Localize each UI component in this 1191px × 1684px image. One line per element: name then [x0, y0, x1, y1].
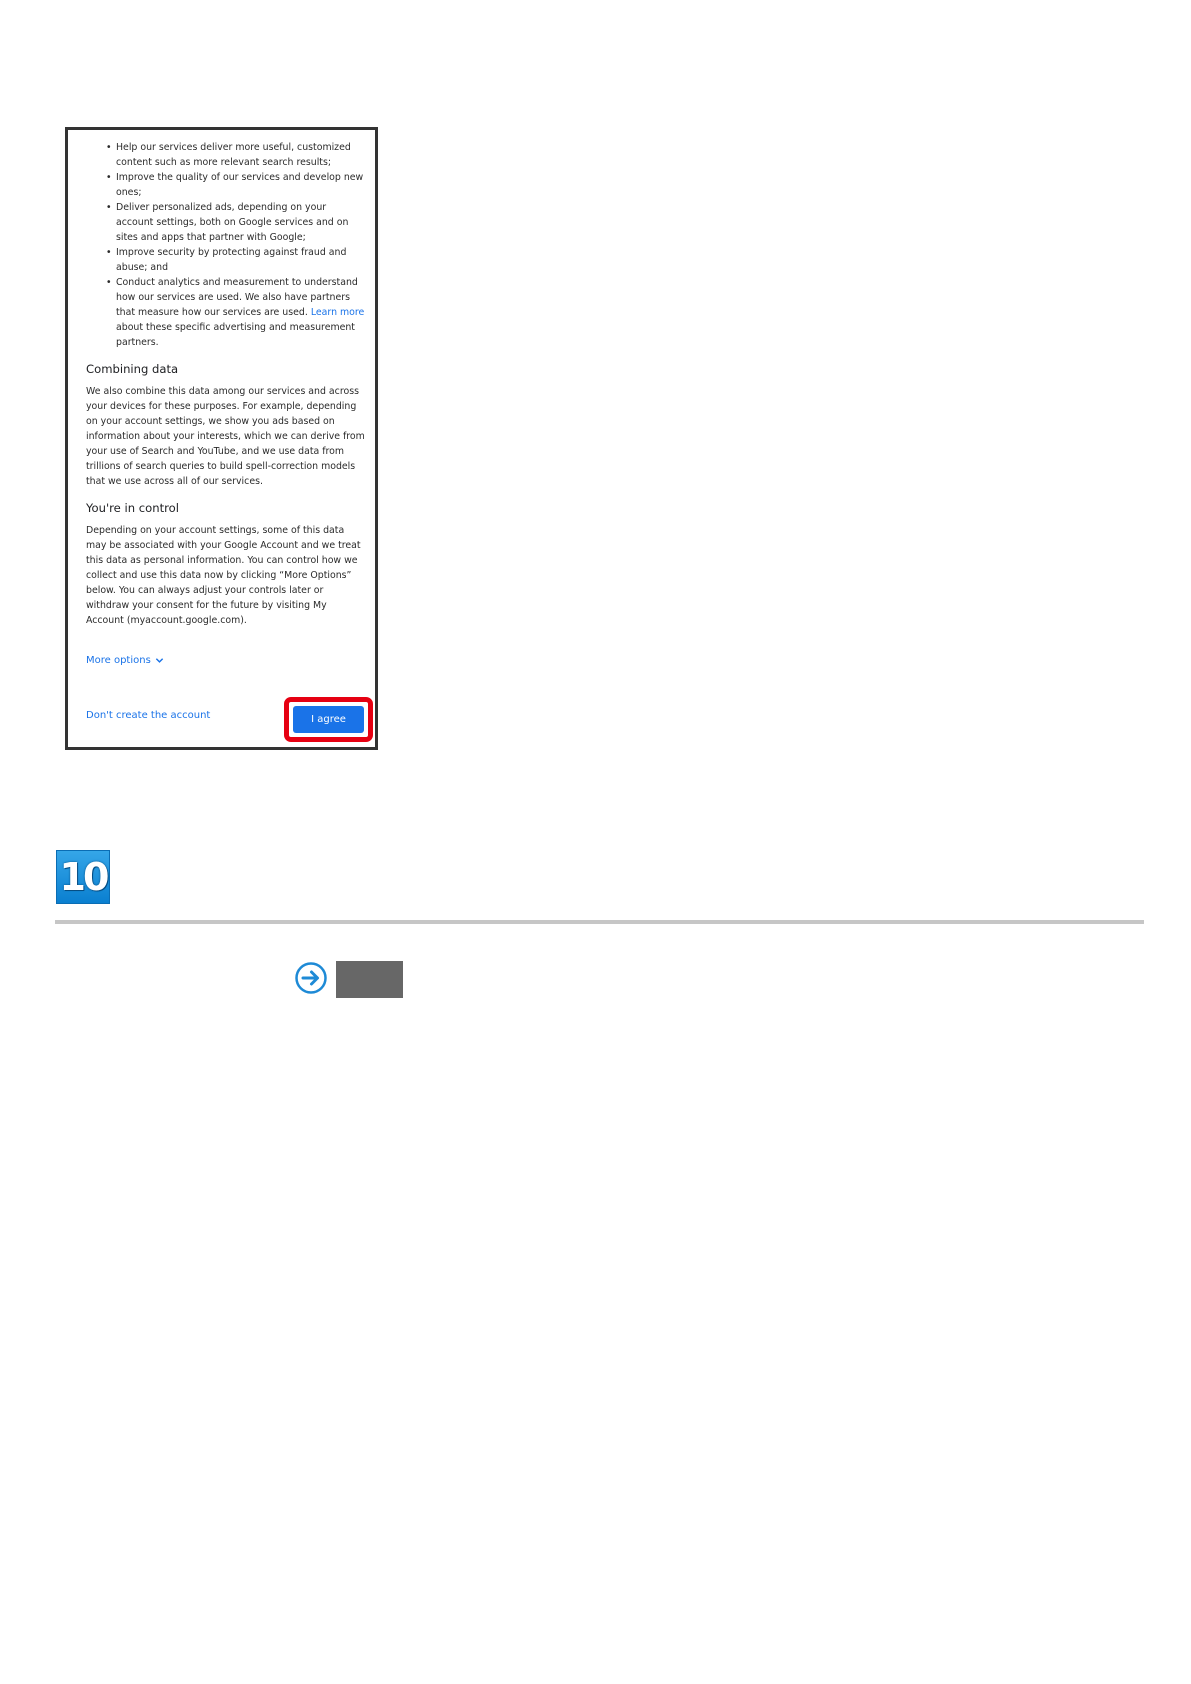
dont-create-account-link[interactable]: Don't create the account	[86, 710, 211, 721]
more-options-link[interactable]	[86, 655, 164, 666]
agree-highlight-frame	[284, 697, 373, 742]
analytics-text: Conduct analytics and measurement to understand how our services are used. We also have partners that measure how our services are used.	[116, 277, 358, 318]
list-item: • Improve security by protecting against fraud and abuse; and	[116, 245, 366, 275]
step-number-badge: 10	[56, 850, 110, 904]
agree-button[interactable]	[293, 706, 364, 733]
agree-label: I agree	[311, 714, 346, 725]
list-item: • Deliver personalized ads, depending on your account settings, both on Google services and on sites and apps that partner with Google;	[116, 200, 366, 245]
more-options-label: More options	[86, 655, 151, 666]
list-item	[116, 275, 366, 350]
in-control-heading: You're in control	[86, 501, 179, 515]
chevron-down-icon	[155, 656, 164, 665]
section-divider	[55, 920, 1144, 924]
learn-more-link[interactable]: Learn more	[310, 307, 365, 318]
list-item: • Help our services deliver more useful, customized content such as more relevant search results;	[116, 140, 366, 170]
in-control-text: Depending on your account settings, some of this data may be associated with your Google Account and we treat this data as personal information. You can control how we collect and use this data now by clicking “More Options” below. You can always adjust your controls later or withdraw your consent for the future by visiting My Account (myaccount.google.com).	[86, 525, 361, 626]
list-item: • Improve the quality of our services and develop new ones;	[116, 170, 366, 200]
analytics-text-end: about these specific advertising and measurement partners.	[116, 322, 355, 348]
consent-text	[86, 140, 366, 628]
combining-data-text: We also combine this data among our services and across your devices for these purposes. For example, depending on your account settings, we show you ads based on information about your interests, which we can derive from your use of Search and YouTube, and we use data from trillions of search queries to build spell-correction models that we use across all of our services.	[86, 386, 365, 487]
phone-screenshot	[65, 127, 378, 750]
key-placeholder	[336, 961, 403, 998]
arrow-right-circle-icon	[295, 962, 327, 994]
purpose-list	[86, 140, 366, 350]
combining-data-heading: Combining data	[86, 362, 179, 376]
